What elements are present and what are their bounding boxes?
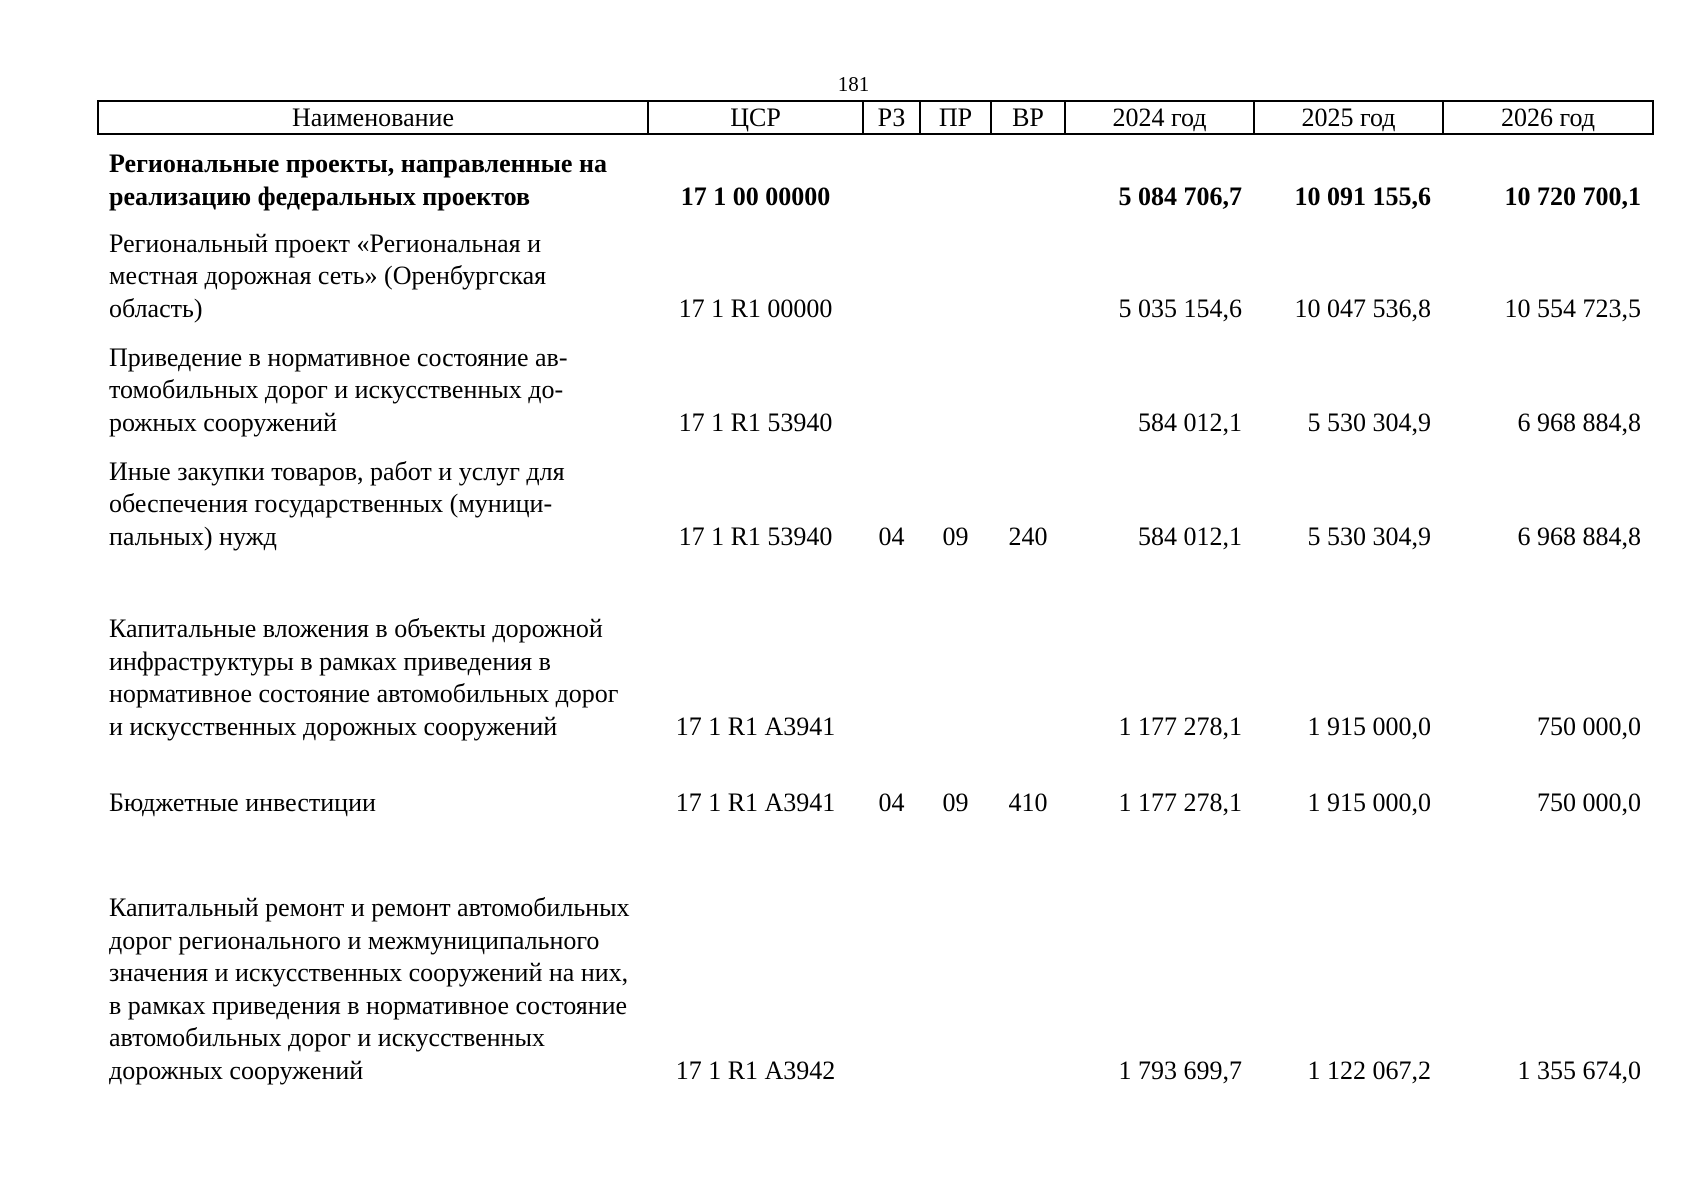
row-2026: 750 000,0 (1537, 711, 1641, 741)
row-2024: 1 177 278,1 (1118, 787, 1242, 817)
table-header (98, 101, 1653, 134)
row-rz (863, 553, 920, 743)
row-2026: 1 355 674,0 (1517, 1055, 1641, 1085)
row-name: Бюджетные инвестиции (109, 787, 376, 817)
table-body (98, 134, 1653, 1087)
table-row (98, 439, 1653, 553)
row-csr: 17 1 R1 А3941 (675, 787, 836, 817)
row-rz (863, 213, 920, 325)
table-row (98, 553, 1653, 743)
row-pr: 09 (942, 521, 969, 551)
header-2025: 2025 год (1254, 101, 1443, 134)
row-pr (920, 819, 991, 1087)
row-vr (991, 819, 1065, 1087)
row-pr (920, 553, 991, 743)
row-rz: 04 (878, 787, 905, 817)
row-name: Иные закупки товаров, работ и услуг для обеспечения государственных (муниципальных) нужд (109, 456, 565, 551)
row-2024: 584 012,1 (1138, 521, 1242, 551)
row-name: Капитальный ремонт и ремонт автомобильных дорог регионального и межмуниципального значения и искусственных сооружений на них, в рамках приведения в нормативное состояние автомобильных дорог и искусственных дорожных сооружений (109, 893, 630, 1085)
row-vr: 240 (1008, 521, 1048, 551)
header-name: Наименование (98, 101, 648, 134)
row-2025: 10 047 536,8 (1294, 293, 1431, 323)
row-vr (991, 325, 1065, 439)
row-2026: 750 000,0 (1537, 787, 1641, 817)
row-csr: 17 1 R1 53940 (678, 407, 833, 437)
row-vr: 410 (1008, 787, 1048, 817)
row-csr: 17 1 R1 53940 (678, 521, 833, 551)
row-name: Приведение в нормативное состояние автомобильных дорог и искусственных дорожных сооружений (109, 342, 568, 437)
table-row (98, 819, 1653, 1087)
row-2025: 5 530 304,9 (1307, 521, 1431, 551)
row-2025: 10 091 155,6 (1294, 181, 1431, 211)
row-rz (863, 819, 920, 1087)
table-row (98, 134, 1653, 213)
header-vr: ВР (991, 101, 1065, 134)
row-pr (920, 134, 991, 213)
row-pr: 09 (942, 787, 969, 817)
row-pr (920, 213, 991, 325)
row-2026: 6 968 884,8 (1517, 521, 1641, 551)
row-csr: 17 1 R1 А3941 (675, 711, 836, 741)
row-2024: 5 084 706,7 (1118, 181, 1242, 211)
row-name: Капитальные вложения в объекты дорожной инфраструктуры в рамках приведения в нормативное состояние автомобильных дорог и искусственных дорожных сооружений (109, 614, 619, 741)
row-csr: 17 1 R1 00000 (678, 293, 833, 323)
header-2026: 2026 год (1443, 101, 1653, 134)
row-2026: 10 554 723,5 (1504, 293, 1641, 323)
row-2025: 1 122 067,2 (1307, 1055, 1431, 1085)
row-csr: 17 1 00 00000 (680, 181, 831, 211)
row-vr (991, 134, 1065, 213)
row-2026: 6 968 884,8 (1517, 407, 1641, 437)
row-2024: 1 177 278,1 (1118, 711, 1242, 741)
table-row (98, 213, 1653, 325)
row-2024: 1 793 699,7 (1118, 1055, 1242, 1085)
row-rz (863, 325, 920, 439)
row-name: Региональные проекты, направленные на реализацию федеральных проектов (109, 149, 607, 211)
row-2026: 10 720 700,1 (1504, 181, 1641, 211)
row-pr (920, 325, 991, 439)
row-csr: 17 1 R1 А3942 (675, 1055, 836, 1085)
table-row (98, 325, 1653, 439)
row-2024: 584 012,1 (1138, 407, 1242, 437)
header-rz: РЗ (863, 101, 920, 134)
table-row (98, 743, 1653, 819)
row-2025: 1 915 000,0 (1307, 711, 1431, 741)
row-rz: 04 (878, 521, 905, 551)
row-2024: 5 035 154,6 (1118, 293, 1242, 323)
page-number: 181 (837, 72, 870, 96)
header-pr: ПР (920, 101, 991, 134)
header-csr: ЦСР (648, 101, 863, 134)
row-2025: 1 915 000,0 (1307, 787, 1431, 817)
row-vr (991, 553, 1065, 743)
row-vr (991, 213, 1065, 325)
row-name: Региональный проект «Региональная и местная дорожная сеть» (Оренбургская область) (109, 228, 547, 323)
header-2024: 2024 год (1065, 101, 1254, 134)
row-rz (863, 134, 920, 213)
row-2025: 5 530 304,9 (1307, 407, 1431, 437)
header-row (98, 101, 1653, 134)
budget-table (97, 100, 1654, 1087)
